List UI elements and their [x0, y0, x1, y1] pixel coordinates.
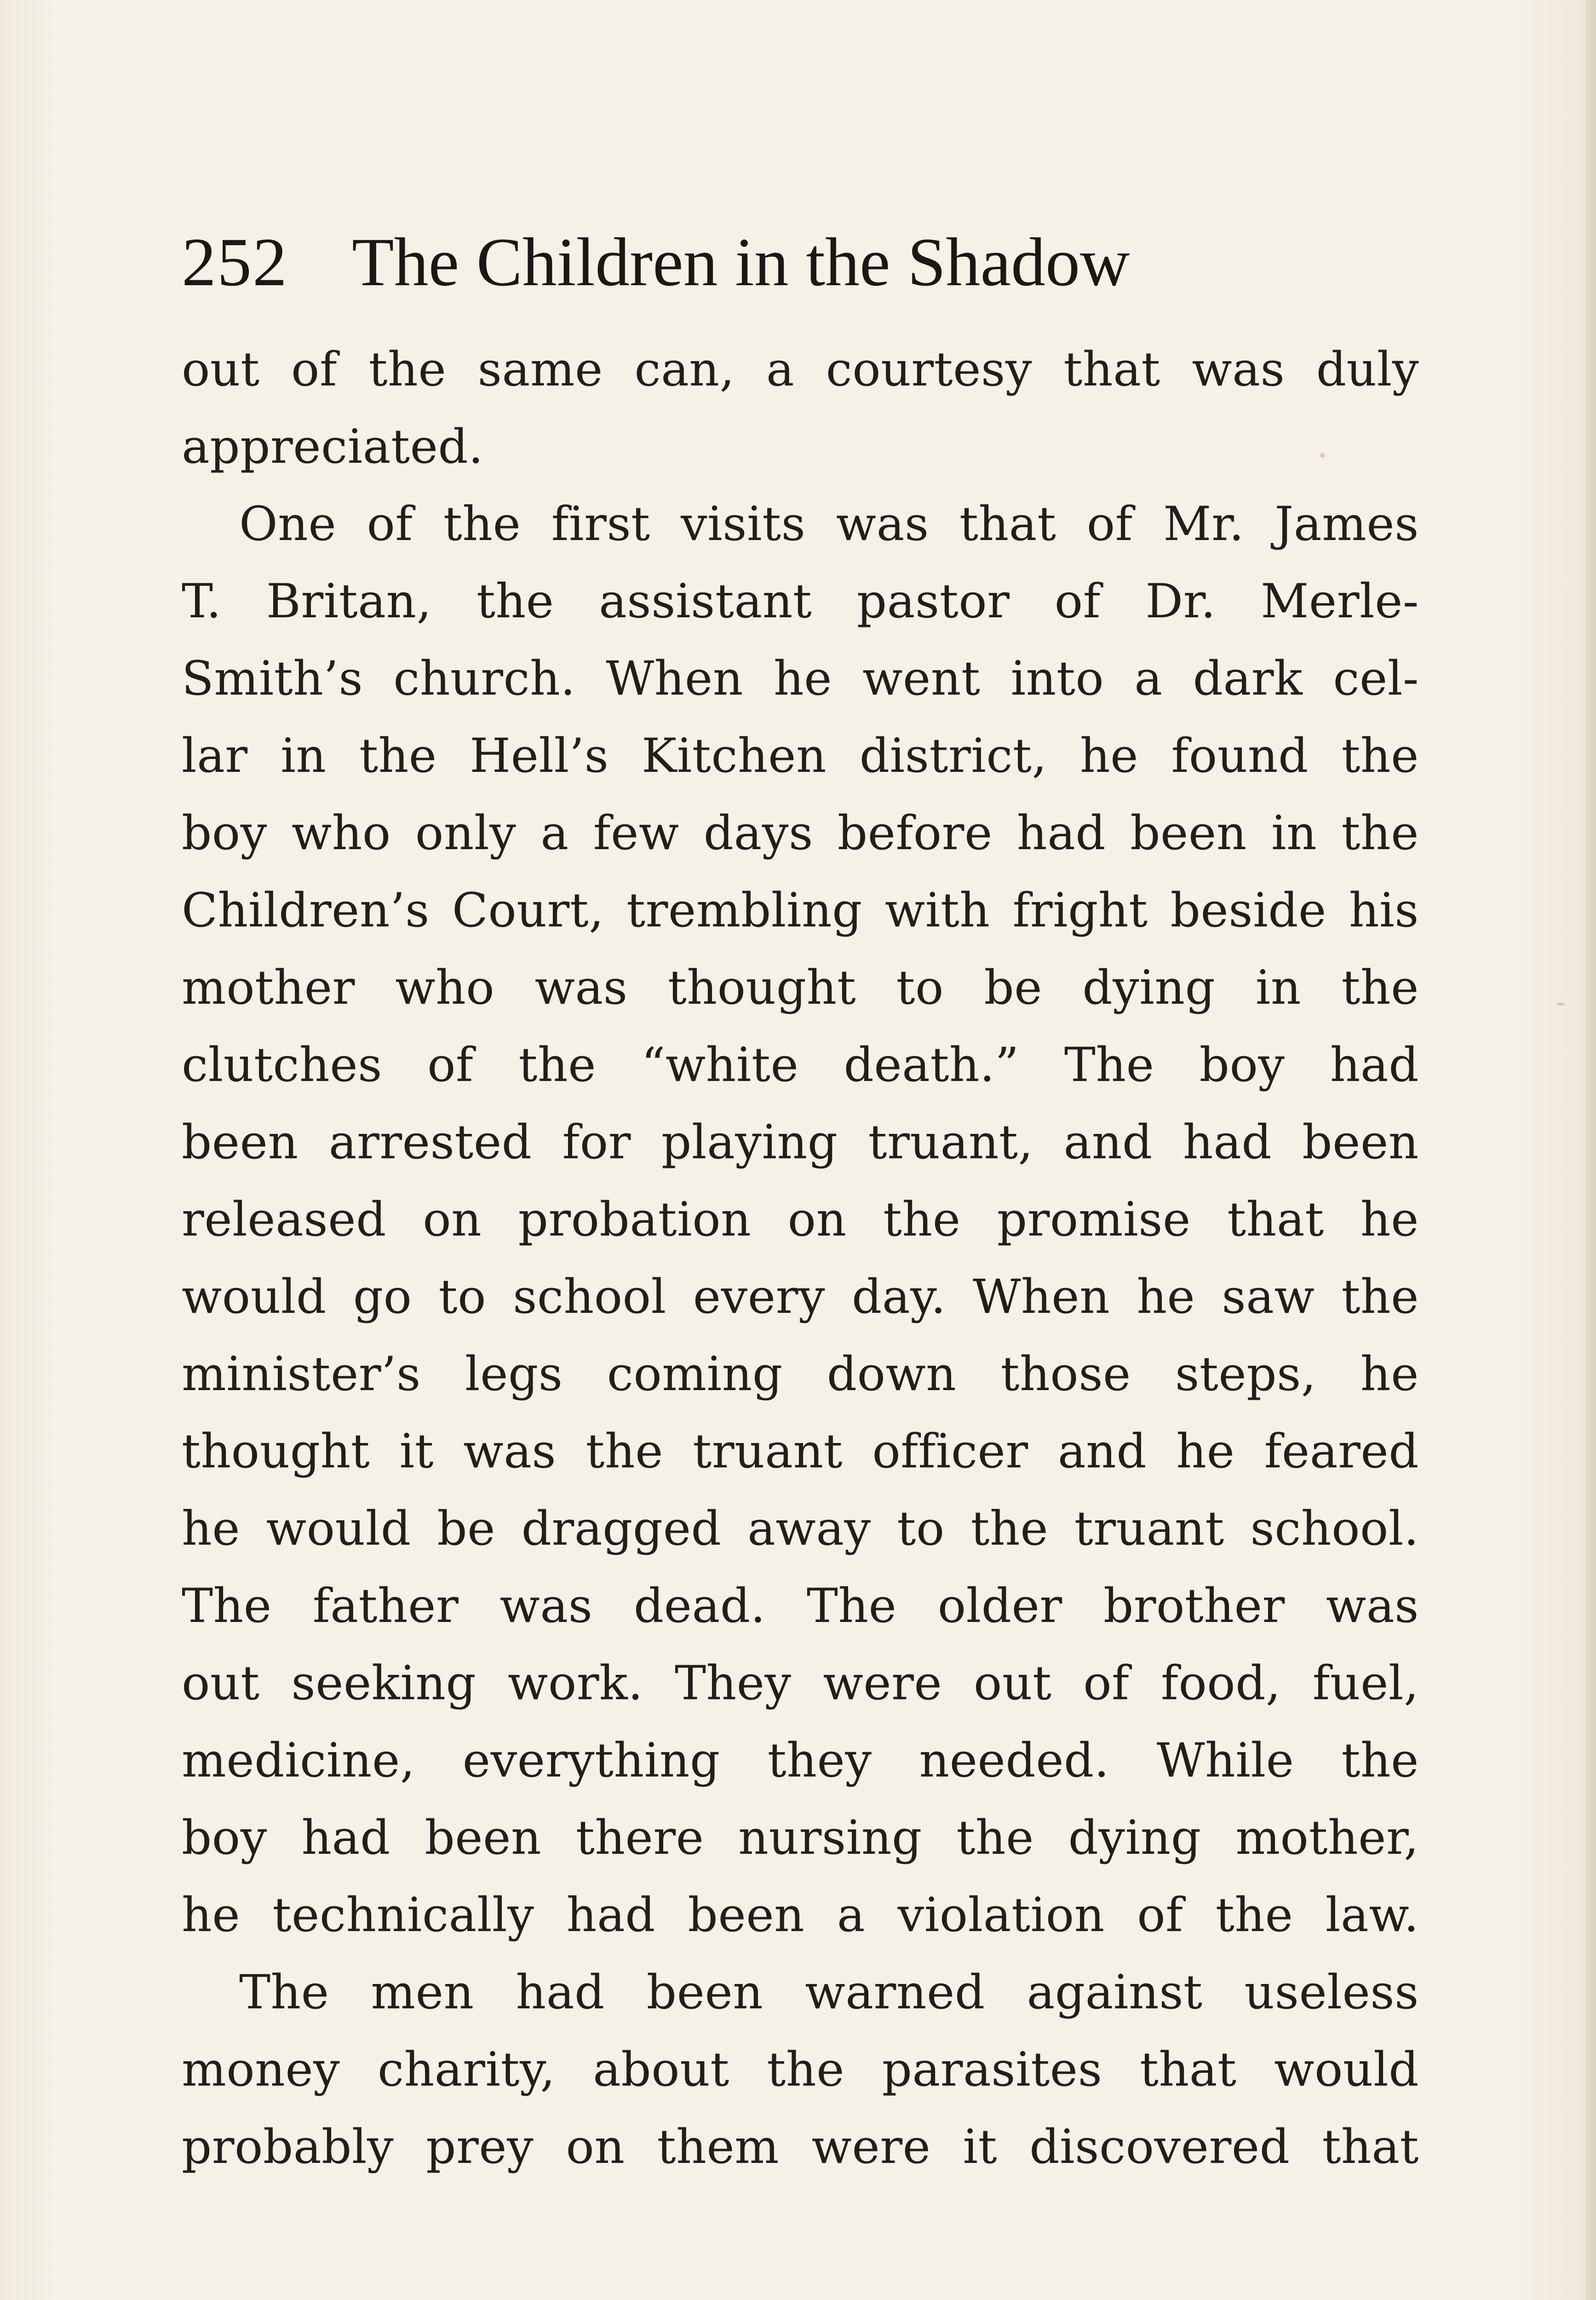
- page-header: [182, 216, 1424, 308]
- text-line: boy had been there nursing the dying mother,: [182, 1811, 1419, 1865]
- text-line: probably prey on them were it discovered that: [182, 2120, 1419, 2174]
- text-line: out seeking work. They were out of food, fuel,: [182, 1656, 1419, 1711]
- text-line: out of the same can, a courtesy that was duly: [182, 342, 1419, 397]
- text-line: been arrested for playing truant, and had been: [182, 1115, 1419, 1170]
- text-line: medicine, everything they needed. While the: [182, 1733, 1419, 1788]
- text-line: The father was dead. The older brother was: [182, 1579, 1419, 1633]
- text-line: T. Britan, the assistant pastor of Dr. Merle-: [182, 574, 1419, 629]
- text-line: lar in the Hell’s Kitchen district, he found the: [182, 729, 1419, 783]
- paper-speck: [1557, 1003, 1565, 1006]
- text-line: boy who only a few days before had been in the: [182, 806, 1419, 861]
- text-line: minister’s legs coming down those steps, he: [182, 1347, 1419, 1402]
- page-number: 252: [182, 224, 288, 300]
- text-line: One of the first visits was that of Mr. James: [239, 497, 1419, 552]
- paper-speck: [1320, 453, 1325, 458]
- text-line: appreciated.: [182, 420, 484, 474]
- text-line: he would be dragged away to the truant school.: [182, 1501, 1419, 1556]
- text-line: released on probation on the promise that he: [182, 1192, 1419, 1247]
- text-line: mother who was thought to be dying in the: [182, 960, 1419, 1015]
- text-line: Children’s Court, trembling with fright beside his: [182, 883, 1419, 938]
- text-line: he technically had been a violation of the law.: [182, 1888, 1419, 1943]
- text-line: would go to school every day. When he saw the: [182, 1270, 1419, 1324]
- text-line: money charity, about the parasites that would: [182, 2042, 1419, 2097]
- text-line: thought it was the truant officer and he feared: [182, 1424, 1419, 1479]
- text-line: clutches of the “white death.” The boy had: [182, 1038, 1419, 1092]
- page-edge-shadow: [1585, 0, 1596, 2300]
- text-line: Smith’s church. When he went into a dark cel-: [182, 651, 1419, 706]
- text-line: The men had been warned against useless: [239, 1965, 1419, 2020]
- running-title: The Children in the Shadow: [352, 224, 1130, 300]
